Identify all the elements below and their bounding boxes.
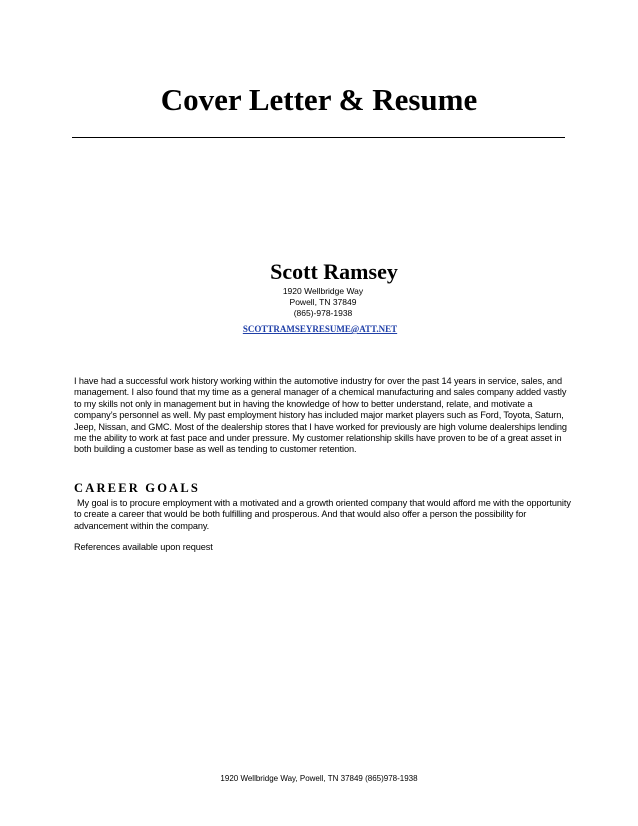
title-divider <box>72 137 565 138</box>
street-address: 1920 Wellbridge Way <box>282 286 364 296</box>
document-title: Cover Letter & Resume <box>160 82 478 117</box>
page-footer: 1920 Wellbridge Way, Powell, TN 37849 (865)978-1938 <box>220 774 418 783</box>
phone-number: (865)-978-1938 <box>293 308 353 318</box>
career-goals-heading: CAREER GOALS <box>74 481 201 495</box>
references-note: References available upon request <box>74 542 213 552</box>
career-goals-paragraph: My goal is to procure employment with a motivated and a growth oriented company that would afford me with the opportunity to create a career that would be both fulfilling and prosperous. And that would also offer a person the possibility for advancement within the company. <box>74 498 571 531</box>
applicant-name: Scott Ramsey <box>270 259 398 284</box>
email-link[interactable]: SCOTTRAMSEYRESUME@ATT.NET <box>242 324 398 334</box>
summary-paragraph: I have had a successful work history working within the automotive industry for over the past 14 years in service, sales, and management. I also found that my time as a general manager of a chemical manufacturing and sales company added vastly to my skills not only in management but in having the knowledge of how to better understand, relate, and motivate a company’s personnel as well. My past employment history has included major market players such as Ford, Toyota, Saturn, Jeep, Nissan, and GMC. Most of the dealership stores that I have worked for previously are high volume dealerships lending me the ability to work at fast pace and under pressure. My customer relationship skills have proven to be of a great asset in both building a customer base as well as tending to customer retention. <box>74 376 567 455</box>
city-state-zip: Powell, TN 37849 <box>289 297 357 307</box>
